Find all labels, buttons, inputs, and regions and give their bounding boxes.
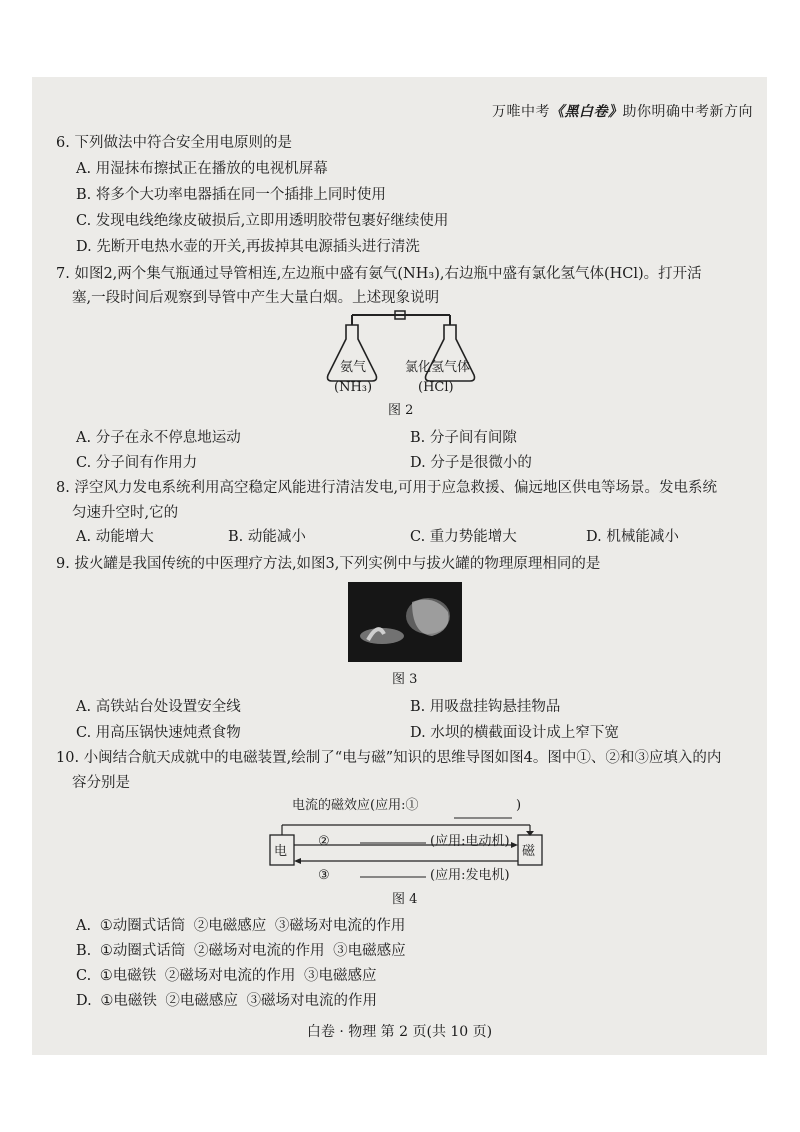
q6-option-d: D. 先断开电热水壶的开关,再拔掉其电源插头进行清洗 xyxy=(76,239,420,255)
question-6-stem: 6. 下列做法中符合安全用电原则的是 xyxy=(56,135,292,151)
q6-option-a: A. 用湿抹布擦拭正在播放的电视机屏幕 xyxy=(76,161,328,177)
q8-option-c: C. 重力势能增大 xyxy=(410,529,517,545)
fig2-caption: 图 2 xyxy=(388,403,414,418)
q9-option-c: C. 用高压锅快速炖煮食物 xyxy=(76,725,241,741)
question-8-stem-line2: 匀速升空时,它的 xyxy=(72,505,179,521)
q6-option-c: C. 发现电线绝缘皮破损后,立即用透明胶带包裹好继续使用 xyxy=(76,213,449,229)
fig4-right-box-magnetic: 磁 xyxy=(522,844,536,859)
question-8-stem-line1: 8. 浮空风力发电系统利用高空稳定风能进行清洁发电,可用于应急救援、偏远地区供电等场景。发电系统 xyxy=(56,480,718,496)
fig4-bot-label: ③ xyxy=(318,868,330,883)
page-footer: 白卷 · 物理 第 2 页(共 10 页) xyxy=(306,1024,493,1040)
page-header xyxy=(492,101,753,121)
q6-option-b: B. 将多个大功率电器插在同一个插排上同时使用 xyxy=(76,187,386,203)
q10-option-c: C. ①电磁铁 ②磁场对电流的作用 ③电磁感应 xyxy=(76,968,377,984)
fig3-caption: 图 3 xyxy=(392,672,418,687)
q10-option-d: D. ①电磁铁 ②电磁感应 ③磁场对电流的作用 xyxy=(76,993,378,1009)
header-prefix: 万唯中考 xyxy=(492,104,550,120)
q7-option-b: B. 分子间有间隙 xyxy=(410,430,517,446)
q7-option-a: A. 分子在永不停息地运动 xyxy=(76,430,241,446)
fig2-left-formula: (NH₃) xyxy=(334,380,373,395)
fig4-mid-label: ② xyxy=(318,834,330,849)
figure-3-cupping-photo xyxy=(348,582,462,662)
q9-option-d: D. 水坝的横截面设计成上窄下宽 xyxy=(410,725,619,741)
fig4-bot-app: (应用:发电机) xyxy=(430,868,510,883)
fig4-top-label: 电流的磁效应(应用:① xyxy=(290,795,420,817)
fig4-left-box-electric: 电 xyxy=(274,844,288,859)
fig2-right-formula: (HCl) xyxy=(418,380,454,395)
question-7-stem-line1: 7. 如图2,两个集气瓶通过导管相连,左边瓶中盛有氨气(NH₃),右边瓶中盛有氯化氢气体(HCl)。打开活 xyxy=(56,266,702,282)
fig2-right-label: 氯化氢气体 xyxy=(405,360,471,375)
fig2-left-label: 氨气 xyxy=(340,360,367,375)
q10-option-a: A. ①动圈式话筒 ②电磁感应 ③磁场对电流的作用 xyxy=(76,918,406,934)
q9-option-a: A. 高铁站台处设置安全线 xyxy=(76,699,241,715)
q7-option-d: D. 分子是很微小的 xyxy=(410,455,532,471)
fig4-caption: 图 4 xyxy=(392,892,418,907)
q8-option-a: A. 动能增大 xyxy=(76,529,154,545)
question-9-stem: 9. 拔火罐是我国传统的中医理疗方法,如图3,下列实例中与拔火罐的物理原理相同的是 xyxy=(56,556,601,572)
question-7-stem-line2: 塞,一段时间后观察到导管中产生大量白烟。上述现象说明 xyxy=(72,290,440,306)
q9-option-b: B. 用吸盘挂钩悬挂物品 xyxy=(410,699,561,715)
exam-page xyxy=(32,77,767,1055)
fig4-mid-app: (应用:电动机) xyxy=(430,834,510,849)
question-10-stem-line2: 容分别是 xyxy=(72,775,130,791)
question-10-stem-line1: 10. 小闽结合航天成就中的电磁装置,绘制了“电与磁”知识的思维导图如图4。图中①、②和③应填入的内 xyxy=(56,750,722,766)
header-brand: 《黑白卷》 xyxy=(550,104,623,120)
q8-option-b: B. 动能减小 xyxy=(228,529,306,545)
fig4-top-end: ) xyxy=(516,798,522,813)
header-suffix: 助你明确中考新方向 xyxy=(622,104,753,120)
q7-option-c: C. 分子间有作用力 xyxy=(76,455,198,471)
q10-option-b: B. ①动圈式话筒 ②磁场对电流的作用 ③电磁感应 xyxy=(76,943,406,959)
q8-option-d: D. 机械能减小 xyxy=(586,529,679,545)
